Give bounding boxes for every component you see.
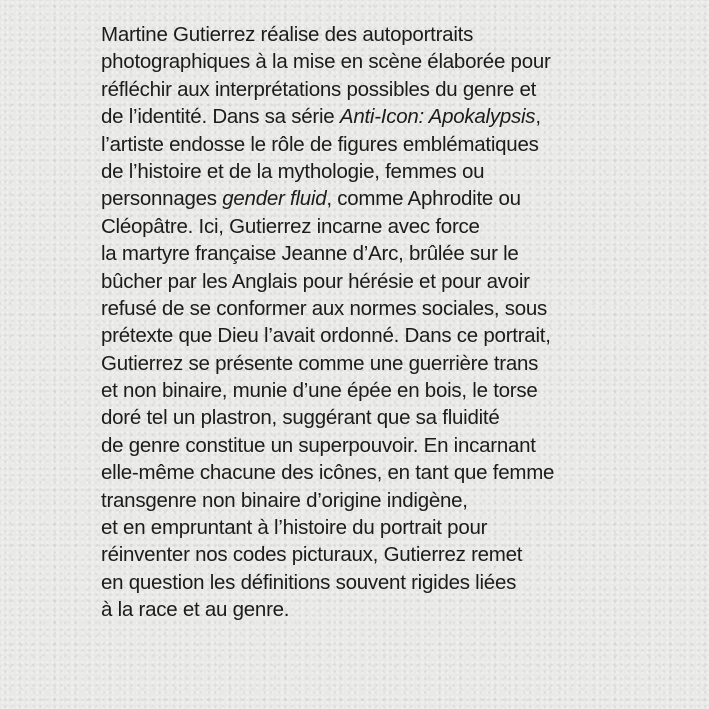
text-line — [101, 487, 701, 514]
text-line — [101, 131, 701, 158]
text-run: prétexte que Dieu l’avait ordonné. Dans ce portrait, — [101, 324, 551, 348]
text-line — [101, 158, 701, 185]
series-title: Anti-Icon: Apokalypsis — [339, 105, 536, 129]
emphasis-term: gender fluid — [222, 187, 327, 211]
text-line — [101, 569, 701, 596]
text-run: la martyre française Jeanne d’Arc, brûlée sur le — [101, 242, 519, 266]
text-line — [101, 240, 701, 267]
text-run: bûcher par les Anglais pour hérésie et pour avoir — [101, 269, 530, 293]
text-run: elle-même chacune des icônes, en tant que femme — [101, 461, 555, 485]
text-run: , comme Aphrodite ou — [326, 187, 521, 211]
text-run: personnages — [101, 187, 223, 211]
text-run: et non binaire, munie d’une épée en bois, le torse — [101, 379, 538, 403]
text-line — [101, 103, 701, 130]
text-run: Gutierrez se présente comme une guerrière trans — [101, 351, 539, 375]
text-run: réinventer nos codes picturaux, Gutierrez remet — [101, 543, 523, 567]
text-line — [101, 350, 701, 377]
text-line — [101, 21, 701, 48]
text-run: de l’histoire et de la mythologie, femmes ou — [101, 159, 485, 183]
text-run: transgenre non binaire d’origine indigène, — [101, 488, 468, 512]
text-line — [101, 596, 701, 623]
label-text — [101, 21, 701, 624]
text-run: Martine Gutierrez réalise des autoportraits — [101, 23, 474, 46]
text-run: Cléopâtre. Ici, Gutierrez incarne avec force — [101, 214, 480, 238]
text-run: refusé de se conformer aux normes sociales, sous — [101, 296, 548, 320]
text-line — [101, 514, 701, 541]
text-line — [101, 76, 701, 103]
text-line — [101, 432, 701, 459]
text-line — [101, 377, 701, 404]
text-run: doré tel un plastron, suggérant que sa fluidité — [101, 406, 500, 430]
text-run: , — [535, 105, 541, 129]
text-run: et en empruntant à l’histoire du portrait pour — [101, 516, 488, 540]
text-line — [101, 459, 701, 486]
text-run: de l’identité. Dans sa série — [101, 105, 340, 129]
text-line — [101, 268, 701, 295]
text-line — [101, 541, 701, 568]
text-run: à la race et au genre. — [101, 598, 290, 622]
text-line — [101, 48, 701, 75]
text-run: de genre constitue un superpouvoir. En incarnant — [101, 433, 536, 457]
text-run: réfléchir aux interprétations possibles du genre et — [101, 77, 537, 101]
text-line — [101, 185, 701, 212]
text-line — [101, 213, 701, 240]
text-line — [101, 322, 701, 349]
text-run: l’artiste endosse le rôle de figures emblématiques — [101, 132, 539, 156]
text-run: en question les définitions souvent rigides liées — [101, 570, 517, 594]
text-line — [101, 404, 701, 431]
text-line — [101, 295, 701, 322]
text-run: photographiques à la mise en scène élaborée pour — [101, 50, 551, 74]
